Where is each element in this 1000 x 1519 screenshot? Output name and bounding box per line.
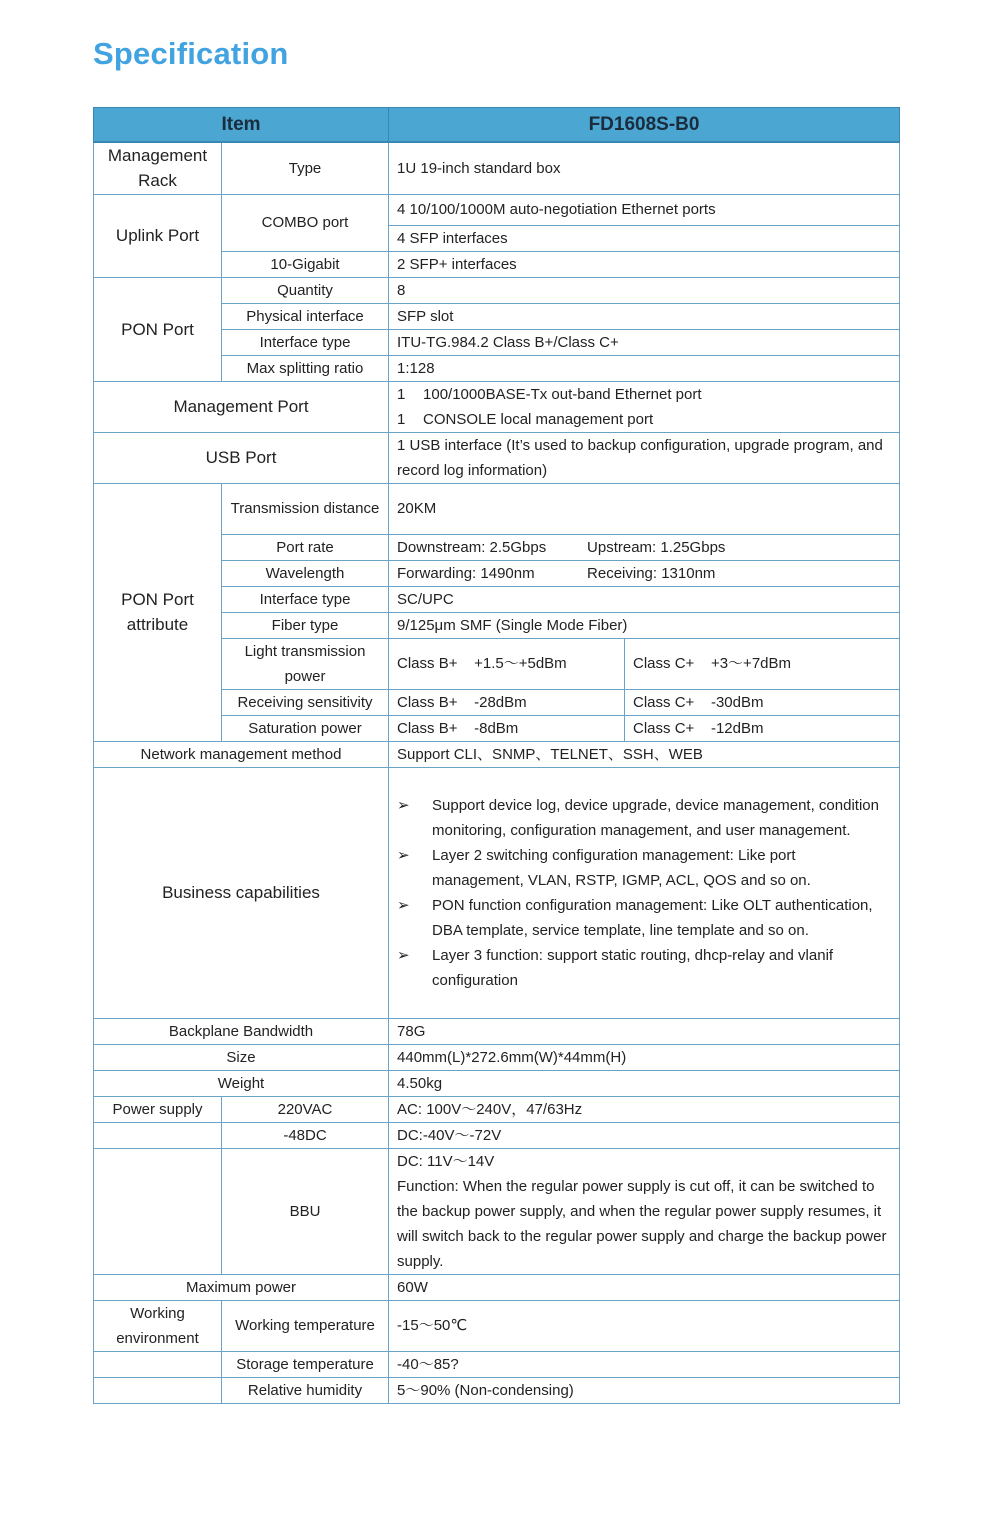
backplane-value: 78G [389,1018,900,1044]
combo-port-value-2: 4 SFP interfaces [389,225,900,251]
table-row [94,1274,900,1300]
env-storage-temp-label: Storage temperature [222,1351,389,1377]
pon-attr-rate-value [389,534,900,560]
mgmt-port-value [389,381,900,432]
table-row [94,483,900,534]
pon-attr-rate-up: Upstream: 1.25Gbps [587,538,726,556]
max-power-label: Maximum power [94,1274,389,1300]
pon-quantity-value: 8 [389,277,900,303]
power-ac-label: 220VAC [222,1096,389,1122]
list-item [397,893,891,943]
pon-attr-saturation-label: Saturation power [222,715,389,741]
mgmt-port-value-1: 100/1000BASE-Tx out-band Ethernet port [423,385,702,403]
pon-physical-value: SFP slot [389,303,900,329]
arrow-bullet-icon: ➢ [397,796,410,814]
bbu-function: Function: When the regular power supply is cut off, it can be switched to the backup power supply, and when the regular power supply resumes, it will switch back to the regular power supply and charge the backup power supply. [397,1177,887,1270]
arrow-bullet-icon: ➢ [397,946,410,964]
bbu-value [389,1148,900,1274]
spec-table [93,107,900,1404]
header-item: Item [94,108,389,143]
pon-split-label: Max splitting ratio [222,355,389,381]
mgmt-rack-label: Management Rack [94,142,222,194]
table-row [94,1096,900,1122]
backplane-label: Backplane Bandwidth [94,1018,389,1044]
size-value: 440mm(L)*272.6mm(W)*44mm(H) [389,1044,900,1070]
list-item [397,843,891,893]
power-supply-label: Power supply [94,1096,222,1122]
table-row [94,381,900,432]
mgmt-rack-type-value: 1U 19-inch standard box [389,142,900,194]
env-storage-temp-value: -40～85? [389,1351,900,1377]
table-row [94,1148,900,1274]
pon-quantity-label: Quantity [222,277,389,303]
pon-attr-wavelength-value [389,560,900,586]
business-item-text: Layer 2 switching configuration management: Like port management, VLAN, RSTP, IGMP, ACL, QOS and so on. [432,846,811,889]
pon-attr-fiber-value: 9/125μm SMF (Single Mode Fiber) [389,612,900,638]
table-row [94,1351,900,1377]
header-model: FD1608S-B0 [389,108,900,143]
ten-gigabit-value: 2 SFP+ interfaces [389,251,900,277]
pon-attr-distance-label: Transmission distance [222,483,389,534]
combo-port-value-1: 4 10/100/1000M auto-negotiation Ethernet ports [389,194,900,225]
nms-value: Support CLI、SNMP、TELNET、SSH、WEB [389,741,900,767]
arrow-bullet-icon: ➢ [397,846,410,864]
business-item-text: Layer 3 function: support static routing, dhcp-relay and vlanif configuration [432,946,834,989]
ten-gigabit-label: 10-Gigabit [222,251,389,277]
table-row [94,1377,900,1403]
usb-port-label: USB Port [94,432,389,483]
pon-attr-interface-type-label: Interface type [222,586,389,612]
weight-label: Weight [94,1070,389,1096]
pon-attr-rate-label: Port rate [222,534,389,560]
pon-attr-saturation-b: Class B+ -8dBm [389,715,625,741]
env-blank [94,1351,222,1377]
pon-attr-power-c: Class C+ +3～+7dBm [625,638,900,689]
list-item [397,793,891,843]
env-humidity-value: 5～90% (Non-condensing) [389,1377,900,1403]
business-label: Business capabilities [94,767,389,1018]
table-row [94,1070,900,1096]
power-dc-value: DC:-40V～-72V [389,1122,900,1148]
pon-interface-type-value: ITU-TG.984.2 Class B+/Class C+ [389,329,900,355]
table-row [94,277,900,303]
table-row [94,1122,900,1148]
mgmt-rack-type-label: Type [222,142,389,194]
combo-port-label: COMBO port [222,194,389,251]
max-power-value: 60W [389,1274,900,1300]
table-header-row [94,108,900,143]
usb-port-value: 1 USB interface (It’s used to backup configuration, upgrade program, and record log information) [389,432,900,483]
mgmt-port-value-2: CONSOLE local management port [423,410,654,428]
pon-attr-fiber-label: Fiber type [222,612,389,638]
list-item [397,943,891,993]
uplink-port-label: Uplink Port [94,194,222,277]
bbu-voltage: DC: 11V～14V [397,1152,495,1170]
business-item-text: Support device log, device upgrade, device management, condition monitoring, configuration management, and user management. [432,796,879,839]
env-blank [94,1377,222,1403]
mgmt-port-count-1: 1 [397,385,406,403]
mgmt-port-label: Management Port [94,381,389,432]
nms-label: Network management method [94,741,389,767]
business-value [389,767,900,1018]
pon-attr-sensitivity-c: Class C+ -30dBm [625,689,900,715]
table-row [94,1044,900,1070]
page-title: Specification [93,36,289,71]
pon-attr-distance-value: 20KM [389,483,900,534]
arrow-bullet-icon: ➢ [397,896,410,914]
table-row [94,432,900,483]
table-row [94,741,900,767]
business-item-text: PON function configuration management: Like OLT authentication, DBA template, service template, line template and so on. [432,896,873,939]
mgmt-port-count-2: 1 [397,410,406,428]
table-row [94,767,900,1018]
env-humidity-label: Relative humidity [222,1377,389,1403]
pon-attr-interface-type-value: SC/UPC [389,586,900,612]
pon-attr-sensitivity-b: Class B+ -28dBm [389,689,625,715]
weight-value: 4.50kg [389,1070,900,1096]
table-row [94,194,900,225]
table-row [94,1018,900,1044]
pon-attr-wavelength-fwd: Forwarding: 1490nm [397,564,535,582]
business-list [397,793,891,993]
pon-attr-wavelength-label: Wavelength [222,560,389,586]
pon-port-label: PON Port [94,277,222,381]
pon-attr-wavelength-rcv: Receiving: 1310nm [587,564,716,582]
pon-attr-saturation-c: Class C+ -12dBm [625,715,900,741]
env-work-temp-value: -15～50℃ [389,1300,900,1351]
bbu-label: BBU [222,1148,389,1274]
env-label: Working environment [94,1300,222,1351]
pon-attr-power-b: Class B+ +1.5～+5dBm [389,638,625,689]
pon-attr-sensitivity-label: Receiving sensitivity [222,689,389,715]
pon-attr-rate-down: Downstream: 2.5Gbps [397,538,547,556]
pon-attr-label: PON Port attribute [94,483,222,741]
pon-split-value: 1:128 [389,355,900,381]
power-dc-label: -48DC [222,1122,389,1148]
power-supply-blank [94,1148,222,1274]
table-row [94,142,900,194]
pon-attr-power-label: Light transmission power [222,638,389,689]
size-label: Size [94,1044,389,1070]
pon-interface-type-label: Interface type [222,329,389,355]
power-ac-value: AC: 100V～240V，47/63Hz [389,1096,900,1122]
env-work-temp-label: Working temperature [222,1300,389,1351]
table-row [94,1300,900,1351]
power-supply-blank [94,1122,222,1148]
pon-physical-label: Physical interface [222,303,389,329]
